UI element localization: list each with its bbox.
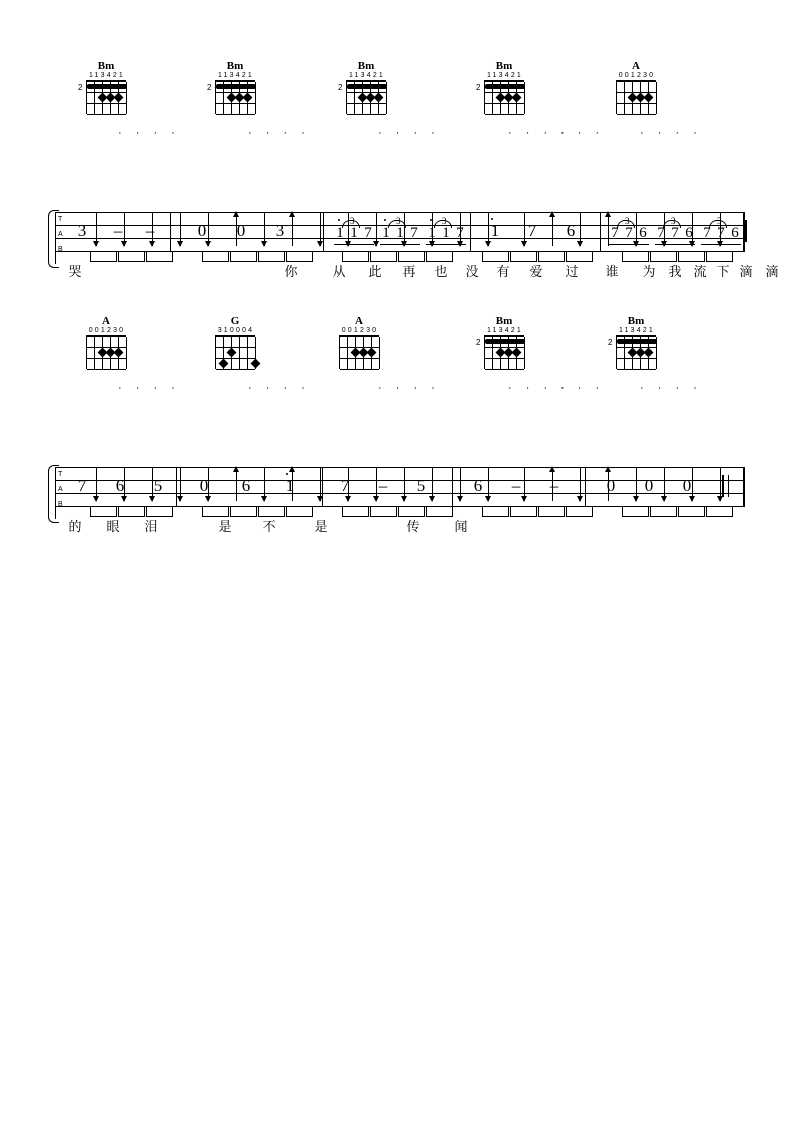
rhythm-beam <box>202 252 229 262</box>
lyric-char: 过 <box>565 265 579 280</box>
rhythm-beam <box>426 507 453 517</box>
note-number: 6 <box>241 476 251 495</box>
chord-diagram <box>209 315 261 369</box>
note-number: 1 <box>350 225 358 241</box>
note-number: 7 <box>671 225 679 241</box>
lyrics-row-2 <box>0 520 793 544</box>
note-number: 7 <box>703 225 711 241</box>
lyric-char: 眼 <box>106 520 120 535</box>
chord-fingering: 113421 <box>486 72 524 79</box>
rhythm-beam <box>566 507 593 517</box>
lyric-char: 没 <box>465 265 479 280</box>
rhythm-beam <box>230 252 257 262</box>
lyric-char: 哭 <box>68 265 82 280</box>
rhythm-beam <box>90 507 117 517</box>
tab-letter-t: T <box>58 216 63 223</box>
chord-diagram <box>340 60 392 114</box>
chord-diagram-row-1 <box>0 60 793 130</box>
rhythm-beam <box>118 252 145 262</box>
number-notation-row-1 <box>0 216 793 250</box>
rhythm-beam <box>706 507 733 517</box>
note-number: 3 <box>275 221 285 240</box>
note-number: 7 <box>340 476 350 495</box>
pick-dots-row: · · · · <box>508 127 571 139</box>
note-number: 6 <box>115 476 125 495</box>
lyric-char: 从 <box>332 265 346 280</box>
chord-fingering: 113421 <box>618 327 656 334</box>
chord-diagram <box>80 60 132 114</box>
rhythm-beam <box>118 507 145 517</box>
tab-letter-b: B <box>58 501 63 508</box>
chord-name: Bm <box>226 60 244 72</box>
note-number: 7 <box>410 225 418 241</box>
rhythm-beam <box>678 252 705 262</box>
lyric-char: 滴 <box>739 265 753 280</box>
note-number: – <box>145 221 155 240</box>
chord-fret-number: 2 <box>78 83 83 92</box>
rhythm-beam <box>426 252 453 262</box>
note-number: 0 <box>199 476 209 495</box>
triplet-marker: 3 <box>625 216 630 226</box>
rhythm-beam <box>146 252 173 262</box>
note-number: 7 <box>364 225 372 241</box>
chord-fingering: 113421 <box>88 72 126 79</box>
rhythm-beam <box>622 507 649 517</box>
tab-letter-b: B <box>58 246 63 253</box>
note-number: – <box>378 476 388 495</box>
lyric-char: 不 <box>262 520 276 535</box>
chord-fingering: 001230 <box>88 327 126 334</box>
note-number: – <box>549 476 559 495</box>
chord-diagram <box>478 60 530 114</box>
chord-fingering: 113421 <box>486 327 524 334</box>
chord-name: Bm <box>495 60 513 72</box>
rhythm-beam <box>398 252 425 262</box>
chord-diagram <box>610 60 662 114</box>
rhythm-beam <box>538 252 565 262</box>
chord-name: Bm <box>97 60 115 72</box>
triplet-marker: 3 <box>442 216 447 226</box>
tab-letter-t: T <box>58 471 63 478</box>
rhythm-beam <box>706 252 733 262</box>
note-number: – <box>511 476 521 495</box>
pick-dots-row: · · · · <box>118 382 181 394</box>
lyric-char: 是 <box>314 520 328 535</box>
note-number: 7 <box>77 476 87 495</box>
rhythm-beam <box>482 507 509 517</box>
rhythm-beam <box>370 252 397 262</box>
chord-name: A <box>632 60 640 72</box>
rhythm-beam <box>90 252 117 262</box>
pick-dots-row: · · · · <box>378 127 441 139</box>
chord-grid <box>608 335 656 369</box>
pick-dots-row: · · · · <box>378 382 441 394</box>
note-number: 7 <box>456 225 464 241</box>
note-number: 7 <box>717 225 725 241</box>
rhythm-beam <box>510 252 537 262</box>
lyric-char: 滴 <box>765 265 779 280</box>
chord-diagram <box>610 315 662 369</box>
rhythm-beam <box>258 507 285 517</box>
lyric-char: 再 <box>402 265 416 280</box>
pick-dots-row: · · · · <box>640 382 703 394</box>
chord-grid <box>616 80 656 114</box>
note-number: 7 <box>625 225 633 241</box>
note-number: – <box>113 221 123 240</box>
note-number: 3 <box>77 221 87 240</box>
chord-fingering: 001230 <box>618 72 656 79</box>
rhythm-beam <box>566 252 593 262</box>
note-number: 7 <box>527 221 537 240</box>
rhythm-beam <box>370 507 397 517</box>
triplet-marker: 3 <box>671 216 676 226</box>
chord-grid <box>476 335 524 369</box>
tab-staff-1 <box>0 127 793 280</box>
lyric-char: 泪 <box>144 520 158 535</box>
note-number: 0 <box>236 221 246 240</box>
note-number: 1 <box>426 224 438 242</box>
pick-dots-row: · · · <box>560 382 605 394</box>
note-number: 6 <box>473 476 483 495</box>
pick-dots-row: · · · <box>560 127 605 139</box>
note-number: 0 <box>606 476 616 495</box>
chord-fingering: 113421 <box>348 72 386 79</box>
lyric-char: 此 <box>368 265 382 280</box>
note-number: 6 <box>639 225 647 241</box>
chord-grid <box>86 335 126 369</box>
chord-grid <box>207 80 255 114</box>
note-number: 0 <box>682 476 692 495</box>
chord-diagram <box>80 315 132 369</box>
chord-fingering: 001230 <box>341 327 379 334</box>
number-notation-row-2 <box>0 475 793 505</box>
chord-fret-number: 2 <box>338 83 343 92</box>
note-number: 5 <box>153 476 163 495</box>
triplet-marker: 3 <box>396 216 401 226</box>
chord-fret-number: 2 <box>608 338 613 347</box>
rhythm-beam <box>398 507 425 517</box>
chord-diagram <box>333 315 385 369</box>
rhythm-beam <box>650 507 677 517</box>
note-number: 6 <box>731 225 739 241</box>
lyric-char: 流 <box>693 265 707 280</box>
chord-name: A <box>102 315 110 327</box>
lyric-char: 谁 <box>605 265 619 280</box>
chord-grid <box>78 80 126 114</box>
chord-name: G <box>230 315 240 327</box>
music-system-2 <box>0 315 793 535</box>
pick-dots-row: · · · · <box>248 382 311 394</box>
rhythm-beam <box>286 252 313 262</box>
chord-diagram-row-2 <box>0 315 793 385</box>
rhythm-beam <box>622 252 649 262</box>
note-number: 0 <box>644 476 654 495</box>
note-number: 1 <box>487 222 503 240</box>
lyrics-row-1 <box>0 265 793 289</box>
note-number: 1 <box>396 225 404 241</box>
note-number: 6 <box>685 225 693 241</box>
rhythm-beam <box>202 507 229 517</box>
pick-dots-row: · · · · <box>248 127 311 139</box>
chord-name: Bm <box>495 315 513 327</box>
chord-name: Bm <box>627 315 645 327</box>
note-number: 5 <box>416 476 426 495</box>
lyric-char: 闻 <box>454 520 468 535</box>
note-number: 1 <box>334 224 346 242</box>
triplet-marker: 3 <box>350 216 355 226</box>
tab-letter-a: A <box>58 231 63 238</box>
note-number: 1 <box>282 477 298 495</box>
chord-name: A <box>355 315 363 327</box>
music-system-1 <box>0 60 793 280</box>
lyric-char: 传 <box>406 520 420 535</box>
chord-grid <box>338 80 386 114</box>
chord-fret-number: 2 <box>476 338 481 347</box>
tab-letter-a: A <box>58 486 63 493</box>
rhythm-beam <box>258 252 285 262</box>
note-number: 1 <box>380 224 392 242</box>
chord-grid <box>476 80 524 114</box>
pick-dots-row: · · · · <box>508 382 571 394</box>
note-number: 6 <box>566 221 576 240</box>
rhythm-beam <box>146 507 173 517</box>
lyric-char: 的 <box>68 520 82 535</box>
lyric-char: 也 <box>434 265 448 280</box>
lyric-char: 我 <box>668 265 682 280</box>
note-number: 7 <box>611 225 619 241</box>
rhythm-beam <box>650 252 677 262</box>
lyric-char: 是 <box>218 520 232 535</box>
chord-fret-number: 2 <box>476 83 481 92</box>
lyric-char: 为 <box>642 265 656 280</box>
triplet-marker: 3 <box>717 216 722 226</box>
lyric-char: 下 <box>716 265 730 280</box>
chord-name: Bm <box>357 60 375 72</box>
lyric-char: 爱 <box>529 265 543 280</box>
chord-diagram <box>478 315 530 369</box>
note-number: 1 <box>442 225 450 241</box>
rhythm-beam <box>230 507 257 517</box>
chord-grid <box>215 335 255 369</box>
rhythm-beam <box>482 252 509 262</box>
chord-diagram <box>209 60 261 114</box>
chord-fingering: 113421 <box>217 72 255 79</box>
rhythm-beam <box>510 507 537 517</box>
lyric-char: 有 <box>496 265 510 280</box>
note-number: 7 <box>657 225 665 241</box>
chord-fret-number: 2 <box>207 83 212 92</box>
pick-dots-row: · · · · <box>118 127 181 139</box>
lyric-char: 你 <box>284 265 298 280</box>
rhythm-beam <box>342 507 369 517</box>
chord-grid <box>339 335 379 369</box>
tab-staff-2 <box>0 382 793 535</box>
note-number: 0 <box>197 221 207 240</box>
rhythm-beam <box>342 252 369 262</box>
pick-dots-row: · · · · <box>640 127 703 139</box>
rhythm-beam <box>286 507 313 517</box>
rhythm-beam <box>538 507 565 517</box>
rhythm-beam <box>678 507 705 517</box>
chord-fingering: 310004 <box>217 327 255 334</box>
